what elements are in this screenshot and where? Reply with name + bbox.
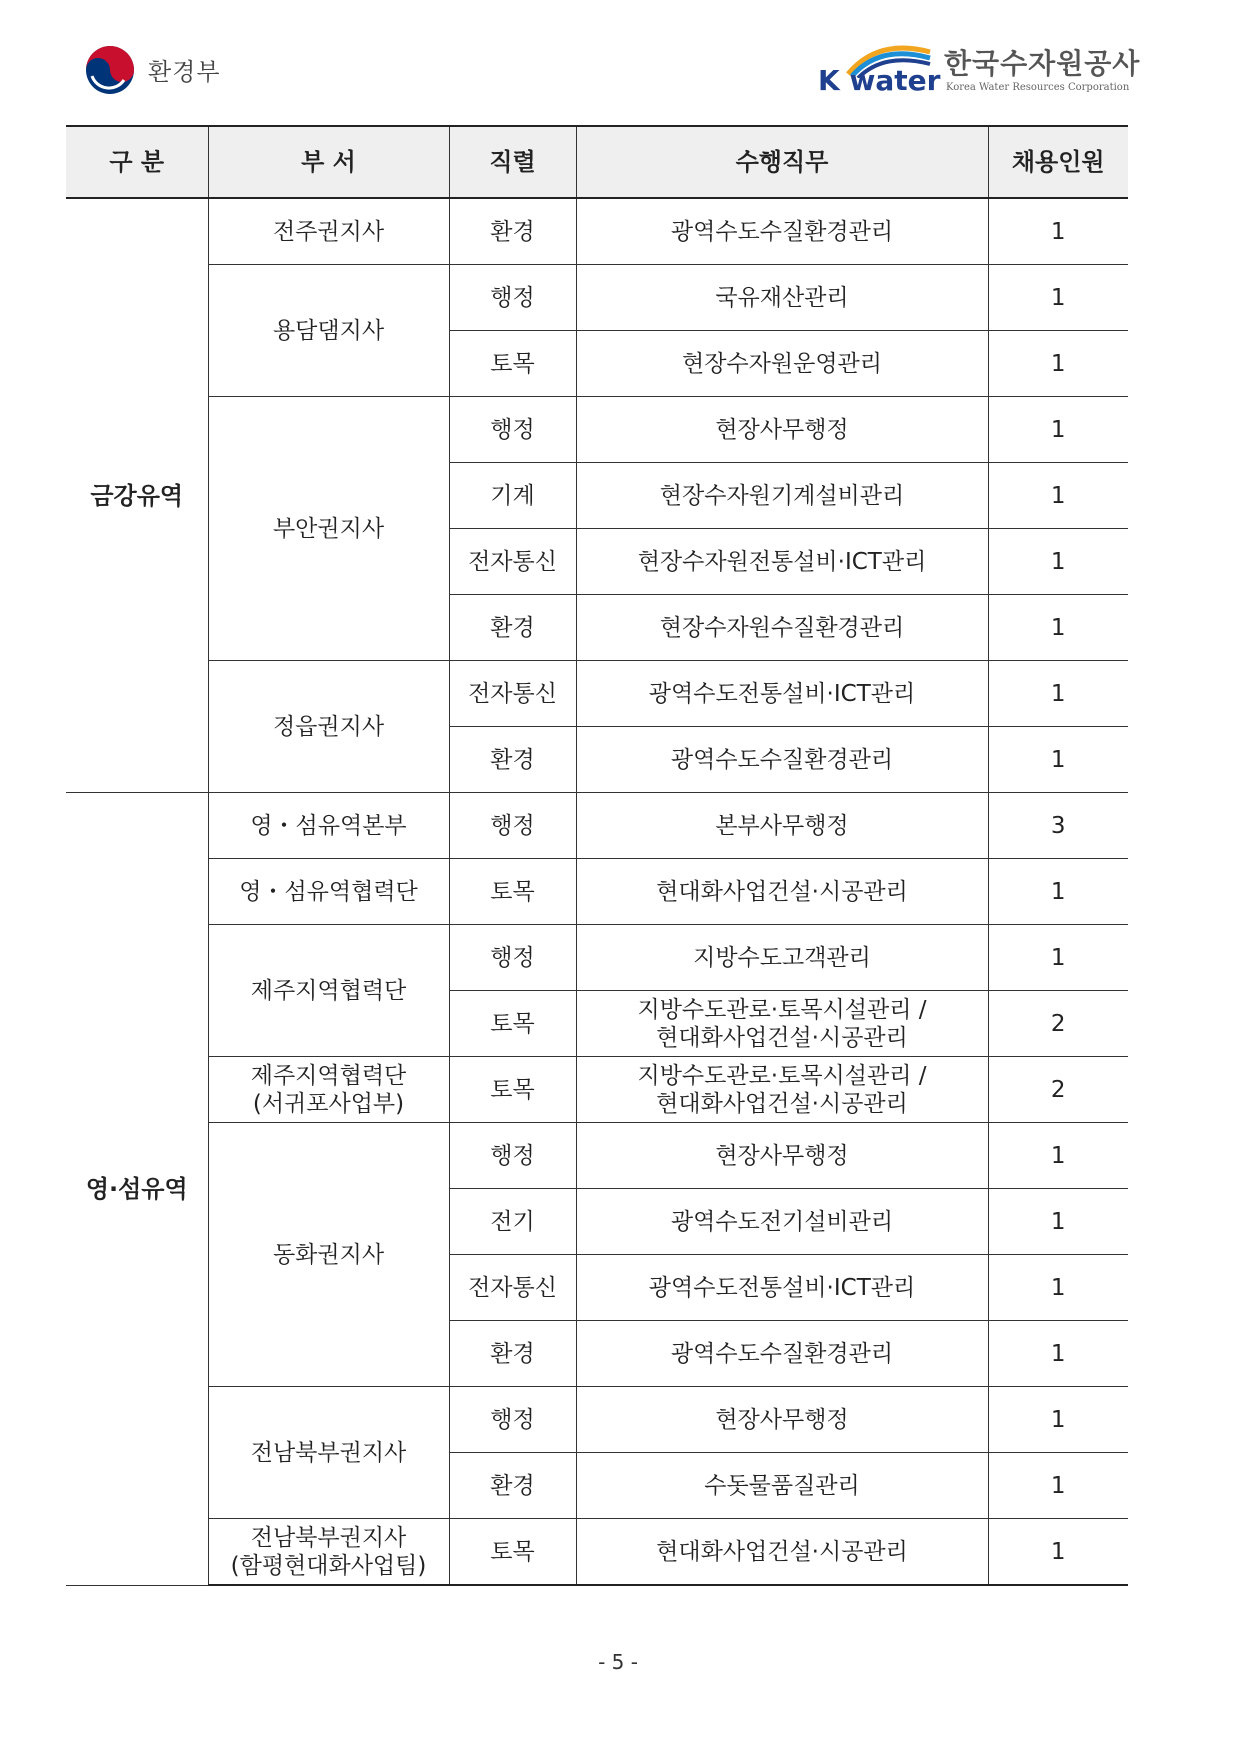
department-cell: 영・섬유역본부	[208, 793, 449, 859]
series-cell: 토목	[449, 331, 576, 397]
headcount-cell: 1	[988, 1387, 1128, 1453]
duty-cell: 현대화사업건설·시공관리	[576, 859, 988, 925]
department-cell: 제주지역협력단 (서귀포사업부)	[208, 1057, 449, 1123]
duty-cell: 광역수도수질환경관리	[576, 198, 988, 265]
kwater-name-ko: 한국수자원공사	[944, 47, 1141, 80]
duty-cell: 현장수자원운영관리	[576, 331, 988, 397]
region-cell: 영·섬유역	[66, 793, 208, 1586]
duty-cell: 지방수도관로·토목시설관리 / 현대화사업건설·시공관리	[576, 991, 988, 1057]
series-cell: 전기	[449, 1189, 576, 1255]
series-cell: 환경	[449, 727, 576, 793]
duty-cell: 광역수도수질환경관리	[576, 1321, 988, 1387]
department-cell: 부안권지사	[208, 397, 449, 661]
department-cell: 전주권지사	[208, 198, 449, 265]
headcount-cell: 1	[988, 529, 1128, 595]
department-cell: 정읍권지사	[208, 661, 449, 793]
department-cell: 전남북부권지사 (함평현대화사업팀)	[208, 1519, 449, 1586]
duty-cell: 현장수자원기계설비관리	[576, 463, 988, 529]
department-cell: 용담댐지사	[208, 265, 449, 397]
series-cell: 토목	[449, 1519, 576, 1586]
series-cell: 행정	[449, 397, 576, 463]
headcount-cell: 1	[988, 661, 1128, 727]
table-row	[66, 793, 1128, 859]
headcount-cell: 2	[988, 991, 1128, 1057]
series-cell: 토목	[449, 991, 576, 1057]
table-row	[66, 1057, 1128, 1123]
headcount-cell: 1	[988, 1321, 1128, 1387]
duty-cell: 광역수도전기설비관리	[576, 1189, 988, 1255]
table-row	[66, 1387, 1128, 1453]
series-cell: 환경	[449, 595, 576, 661]
page-header	[0, 0, 1236, 120]
series-cell: 행정	[449, 793, 576, 859]
series-cell: 토목	[449, 1057, 576, 1123]
table-row	[66, 859, 1128, 925]
series-cell: 행정	[449, 265, 576, 331]
series-cell: 환경	[449, 198, 576, 265]
taegeuk-logo-icon	[84, 44, 136, 96]
headcount-cell: 1	[988, 1189, 1128, 1255]
table-row	[66, 265, 1128, 331]
duty-cell: 광역수도전통설비·ICT관리	[576, 1255, 988, 1321]
headcount-cell: 1	[988, 925, 1128, 991]
duty-cell: 광역수도수질환경관리	[576, 727, 988, 793]
header-department: 부 서	[208, 126, 449, 198]
header-series: 직렬	[449, 126, 576, 198]
series-cell: 전자통신	[449, 1255, 576, 1321]
headcount-cell: 1	[988, 397, 1128, 463]
duty-cell: 현장사무행정	[576, 397, 988, 463]
department-cell: 동화권지사	[208, 1123, 449, 1387]
headcount-cell: 2	[988, 1057, 1128, 1123]
duty-cell: 지방수도고객관리	[576, 925, 988, 991]
headcount-cell: 1	[988, 595, 1128, 661]
series-cell: 행정	[449, 925, 576, 991]
department-cell: 영・섬유역협력단	[208, 859, 449, 925]
series-cell: 전자통신	[449, 661, 576, 727]
series-cell: 전자통신	[449, 529, 576, 595]
duty-cell: 지방수도관로·토목시설관리 / 현대화사업건설·시공관리	[576, 1057, 988, 1123]
headcount-cell: 1	[988, 463, 1128, 529]
headcount-cell: 1	[988, 859, 1128, 925]
duty-cell: 국유재산관리	[576, 265, 988, 331]
duty-cell: 현장사무행정	[576, 1123, 988, 1189]
kwater-logo	[818, 38, 1236, 100]
headcount-cell: 1	[988, 1255, 1128, 1321]
headcount-cell: 1	[988, 1453, 1128, 1519]
headcount-cell: 1	[988, 198, 1128, 265]
recruitment-table	[66, 125, 1128, 1586]
header-headcount: 채용인원	[988, 126, 1128, 198]
headcount-cell: 1	[988, 1123, 1128, 1189]
duty-cell: 현장수자원전통설비·ICT관리	[576, 529, 988, 595]
table-row	[66, 1519, 1128, 1586]
duty-cell: 현장수자원수질환경관리	[576, 595, 988, 661]
headcount-cell: 1	[988, 331, 1128, 397]
table-row	[66, 661, 1128, 727]
duty-cell: 본부사무행정	[576, 793, 988, 859]
duty-cell: 수돗물품질관리	[576, 1453, 988, 1519]
headcount-cell: 1	[988, 727, 1128, 793]
table-row	[66, 397, 1128, 463]
headcount-cell: 1	[988, 265, 1128, 331]
page-number: - 5 -	[598, 1650, 638, 1674]
header-duty: 수행직무	[576, 126, 988, 198]
duty-cell: 광역수도전통설비·ICT관리	[576, 661, 988, 727]
table-header-row	[66, 126, 1128, 198]
duty-cell: 현대화사업건설·시공관리	[576, 1519, 988, 1586]
headcount-cell: 3	[988, 793, 1128, 859]
kwater-name-en: Korea Water Resources Corporation	[946, 82, 1130, 93]
headcount-cell: 1	[988, 1519, 1128, 1586]
series-cell: 행정	[449, 1387, 576, 1453]
table-body	[66, 198, 1128, 1585]
series-cell: 환경	[449, 1321, 576, 1387]
table-row	[66, 925, 1128, 991]
series-cell: 기계	[449, 463, 576, 529]
duty-cell: 현장사무행정	[576, 1387, 988, 1453]
series-cell: 환경	[449, 1453, 576, 1519]
header-category: 구 분	[66, 126, 208, 198]
series-cell: 토목	[449, 859, 576, 925]
kwater-brand: K water	[818, 64, 941, 97]
department-cell: 전남북부권지사	[208, 1387, 449, 1519]
department-cell: 제주지역협력단	[208, 925, 449, 1057]
ministry-name: 환경부	[148, 58, 221, 86]
table-row	[66, 1123, 1128, 1189]
region-cell: 금강유역	[66, 198, 208, 793]
series-cell: 행정	[449, 1123, 576, 1189]
table-row	[66, 198, 1128, 265]
